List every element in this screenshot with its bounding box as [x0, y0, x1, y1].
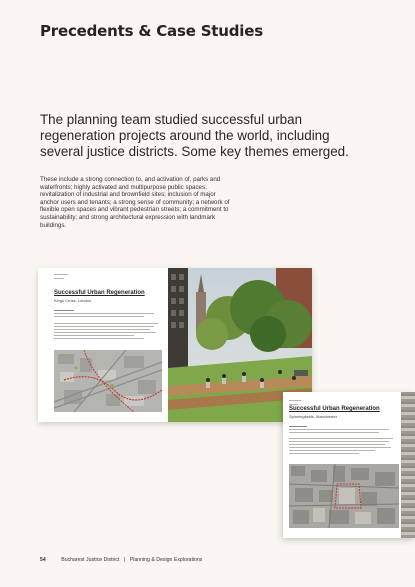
page-footer: [40, 557, 202, 563]
spread-text-page: [38, 268, 168, 422]
footer-project: Bucharest Justice District: [61, 557, 120, 563]
card-subtitle: Spinningfields, Manchester: [289, 414, 338, 419]
footer-section: Planning & Design Explorations: [129, 557, 203, 563]
case-study-spread-spinningfields: [283, 392, 415, 538]
footer-separator: |: [123, 557, 126, 563]
card-title: Successful Urban Regeneration: [54, 290, 145, 296]
lead-paragraph: The planning team studied successful urban regeneration projects around the world, including several justice districts. Some key themes emerged.: [40, 112, 349, 159]
aerial-map-image: [54, 350, 162, 412]
case-study-spread-kings-cross: [38, 268, 312, 422]
card-title: Successful Urban Regeneration: [289, 406, 380, 412]
aerial-map-image: [289, 464, 399, 528]
adjacent-page-image: [401, 392, 415, 538]
card-subtitle: Kings Cross, London: [54, 298, 92, 303]
page-title: Precedents & Case Studies: [40, 22, 263, 40]
body-paragraph: These include a strong connection to, and activation of, parks and waterfronts; highly activated and multipurpose public spaces; revitalization of industrial and brownfield sites; inclusion of major anchor users and tenants; a strong sense of community; a network of flexible open spaces and vibrant pedestrian streets; a commitment to sustainability; and strong architectural expression with landmark buildings.: [40, 176, 230, 229]
page-number: 54: [40, 557, 46, 563]
